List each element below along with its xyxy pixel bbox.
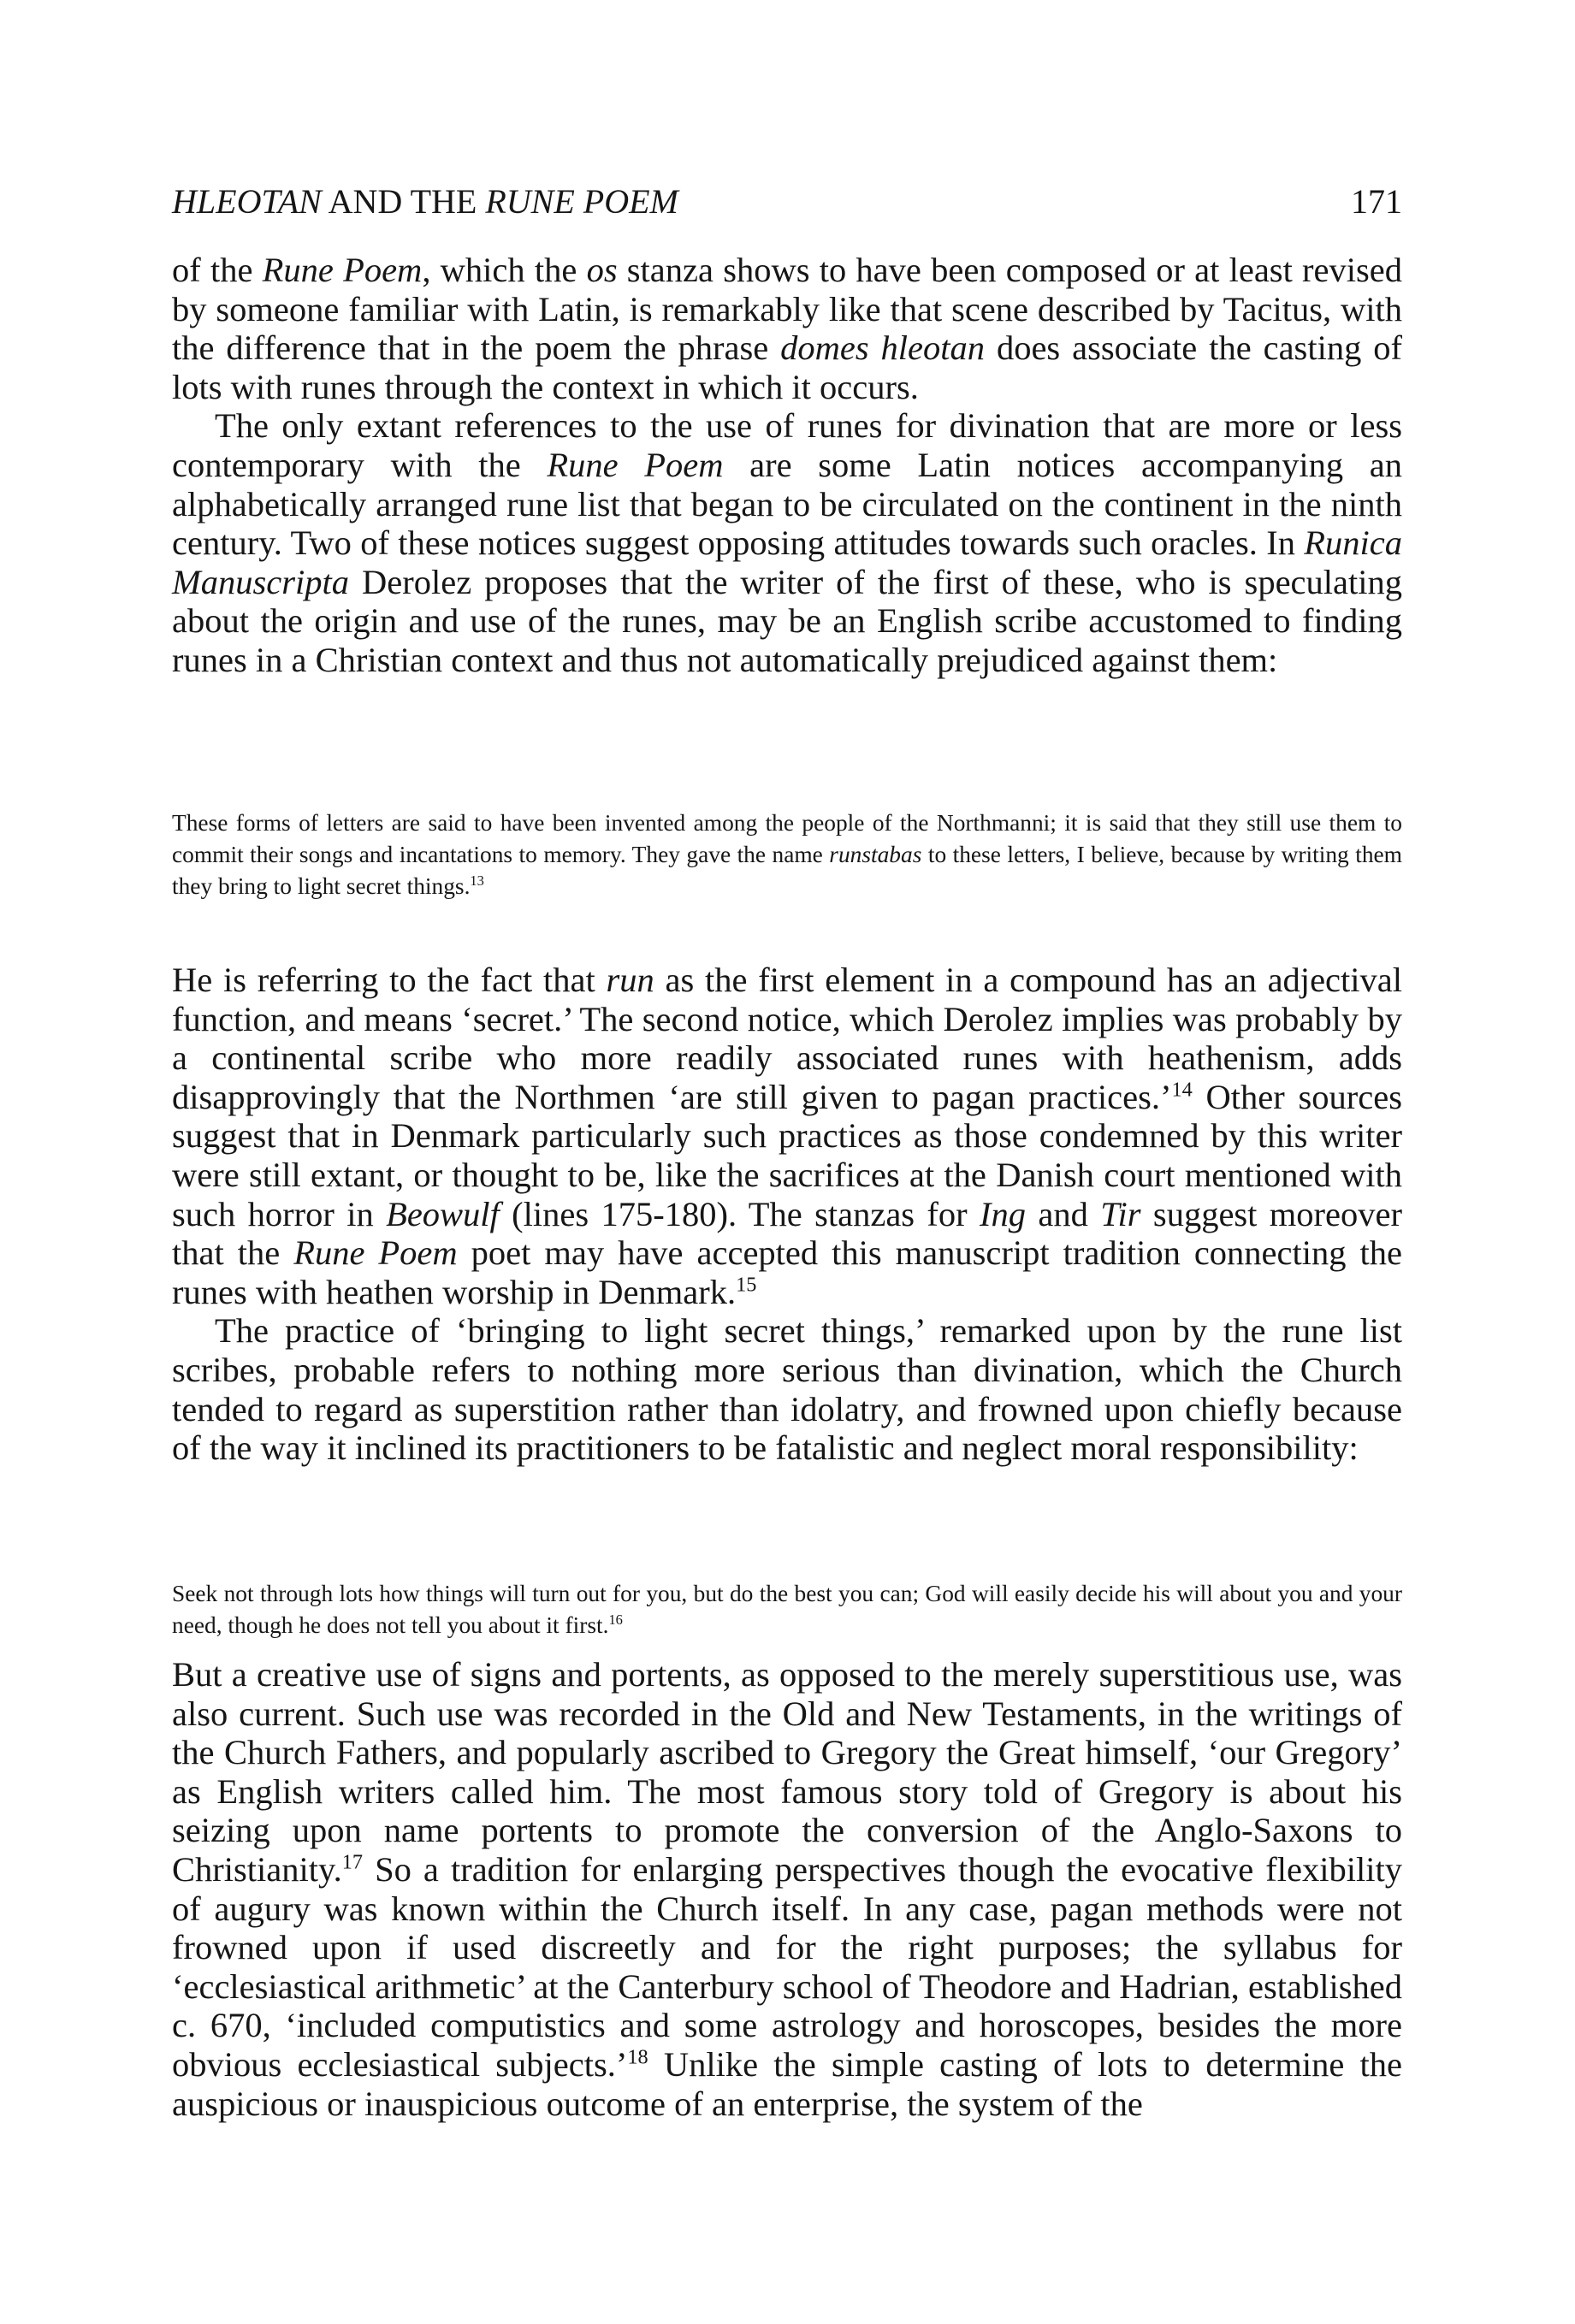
paragraph bbox=[172, 251, 1402, 406]
text-run: , which the bbox=[422, 251, 587, 289]
running-header bbox=[172, 176, 1402, 228]
text-run: are some Latin notices accompanying an alphabetically arranged rune list that began to be circulated on the continent in the ninth century. Two of these notices suggest opposing attitudes towards such oracles. In bbox=[172, 445, 1403, 563]
text-block-1 bbox=[172, 251, 1402, 680]
text-run: Unlike the simple casting of lots to determine the auspicious or inauspicious outcome of an enterprise, the system of the bbox=[172, 2044, 1402, 2123]
text-run: (lines 175-180). The stanzas for bbox=[499, 1194, 980, 1233]
title-part-rune-poem: RUNE POEM bbox=[485, 182, 678, 221]
text-block-3 bbox=[172, 1655, 1402, 2123]
text-run: of the bbox=[172, 251, 263, 289]
italic-text: Rune Poem bbox=[547, 445, 724, 484]
footnote-ref: 15 bbox=[736, 1273, 757, 1297]
paragraph bbox=[172, 1655, 1402, 2123]
italic-text: runstabas bbox=[829, 842, 922, 867]
title-part-hleotan: HLEOTAN bbox=[172, 182, 322, 221]
text-run: and bbox=[1026, 1194, 1101, 1233]
block-quote bbox=[172, 807, 1402, 902]
text-run: The only extant references to the use of runes for divination that are more or less contemporary with the bbox=[172, 406, 1402, 484]
text-run: So a tradition for enlarging perspectives though the evocative flexibility of augury was known within the Church itself. In any case, pagan methods were not frowned upon if used discreetly and for the right purposes; the syllabus for ‘ecclesiastical arithmetic’ at the Canterbury school of Theodore and Hadrian, established c. 670, ‘included computistics and some astrology and horoscopes, besides the more obvious ecclesiastical subjects.’ bbox=[172, 1849, 1402, 2084]
italic-text: run bbox=[606, 961, 654, 999]
text-run: does associate the casting of lots with runes through the context in which it occurs. bbox=[172, 328, 1402, 406]
text-run: But a creative use of signs and portents, as opposed to the merely superstitious use, was also current. Such use was recorded in the Old and New Testaments, in the writings of the Church Fathers, and popularly ascribed to Gregory the Great himself, ‘our Gregory’ as English writers called him. The most famous story told of Gregory is about his seizing upon name portents to promote the conversion of the Anglo-Saxons to Christianity. bbox=[172, 1655, 1402, 1889]
italic-text: domes hleotan bbox=[780, 328, 986, 368]
block-quote bbox=[172, 1578, 1402, 1641]
footnote-ref: 13 bbox=[470, 872, 484, 889]
italic-text: Rune Poem bbox=[293, 1233, 458, 1273]
footnote-ref: 18 bbox=[627, 2045, 648, 2069]
italic-text: Tir bbox=[1100, 1194, 1141, 1233]
running-title bbox=[172, 176, 678, 228]
title-part-and: AND THE bbox=[321, 182, 486, 221]
text-run: He is referring to the fact that bbox=[172, 961, 607, 999]
italic-text: Runica Manuscripta bbox=[172, 523, 1402, 601]
text-run: suggest moreover that the bbox=[172, 1194, 1402, 1273]
text-run: to these letters, I believe, because by writing them they bring to light secret things. bbox=[172, 842, 1402, 899]
text-run: Other sources suggest that in Denmark particularly such practices as those condemned by this writer were still extant, or thought to be, like the sacrifices at the Danish court mentioned with such horror in bbox=[172, 1077, 1402, 1233]
italic-text: Rune Poem bbox=[262, 251, 423, 289]
text-run: as the first element in a compound has an adjectival function, and means ‘secret.’ The second notice, which Derolez implies was probably by a continental scribe who more readily associated runes with heathenism, adds disapprovingly that the Northmen ‘are still given to pagan practices.’ bbox=[172, 961, 1402, 1116]
footnote-ref: 14 bbox=[1171, 1078, 1193, 1102]
footnote-ref: 16 bbox=[608, 1611, 623, 1628]
paragraph bbox=[172, 406, 1402, 679]
text-run: The practice of ‘bringing to light secret things,’ remarked upon by the rune list scribes, probable refers to nothing more serious than divination, which the Church tended to regard as superstition rather than idolatry, and frowned upon chiefly because of the way it inclined its practitioners to be fatalistic and neglect moral responsibility: bbox=[172, 1311, 1402, 1468]
italic-text: Beowulf bbox=[386, 1194, 500, 1233]
footnote-ref: 17 bbox=[341, 1850, 364, 1874]
text-run: poet may have accepted this manuscript tradition connecting the runes with heathen worship in Denmark. bbox=[172, 1233, 1402, 1311]
italic-text: os bbox=[586, 251, 618, 289]
text-run: Seek not through lots how things will turn out for you, but do the best you can; God will easily decide his will about you and your need, though he does not tell you about it first. bbox=[172, 1581, 1402, 1638]
paragraph bbox=[172, 961, 1402, 1311]
text-run: stanza shows to have been composed or at least revised by someone familiar with Latin, is remarkably like that scene described by Tacitus, with the difference that in the poem the phrase bbox=[172, 251, 1402, 368]
text-block-2 bbox=[172, 961, 1402, 1468]
italic-text: Ing bbox=[980, 1194, 1027, 1233]
paragraph bbox=[172, 1311, 1402, 1467]
text-run: Derolez proposes that the writer of the first of these, who is speculating about the origin and use of the runes, may be an English scribe accustomed to finding runes in a Christian context and thus not automatically prejudiced against them: bbox=[172, 562, 1402, 679]
text-run: These forms of letters are said to have been invented among the people of the Northmanni; it is said that they still use them to commit their songs and incantations to memory. They gave the name bbox=[172, 810, 1402, 867]
page-number: 171 bbox=[1351, 182, 1402, 221]
